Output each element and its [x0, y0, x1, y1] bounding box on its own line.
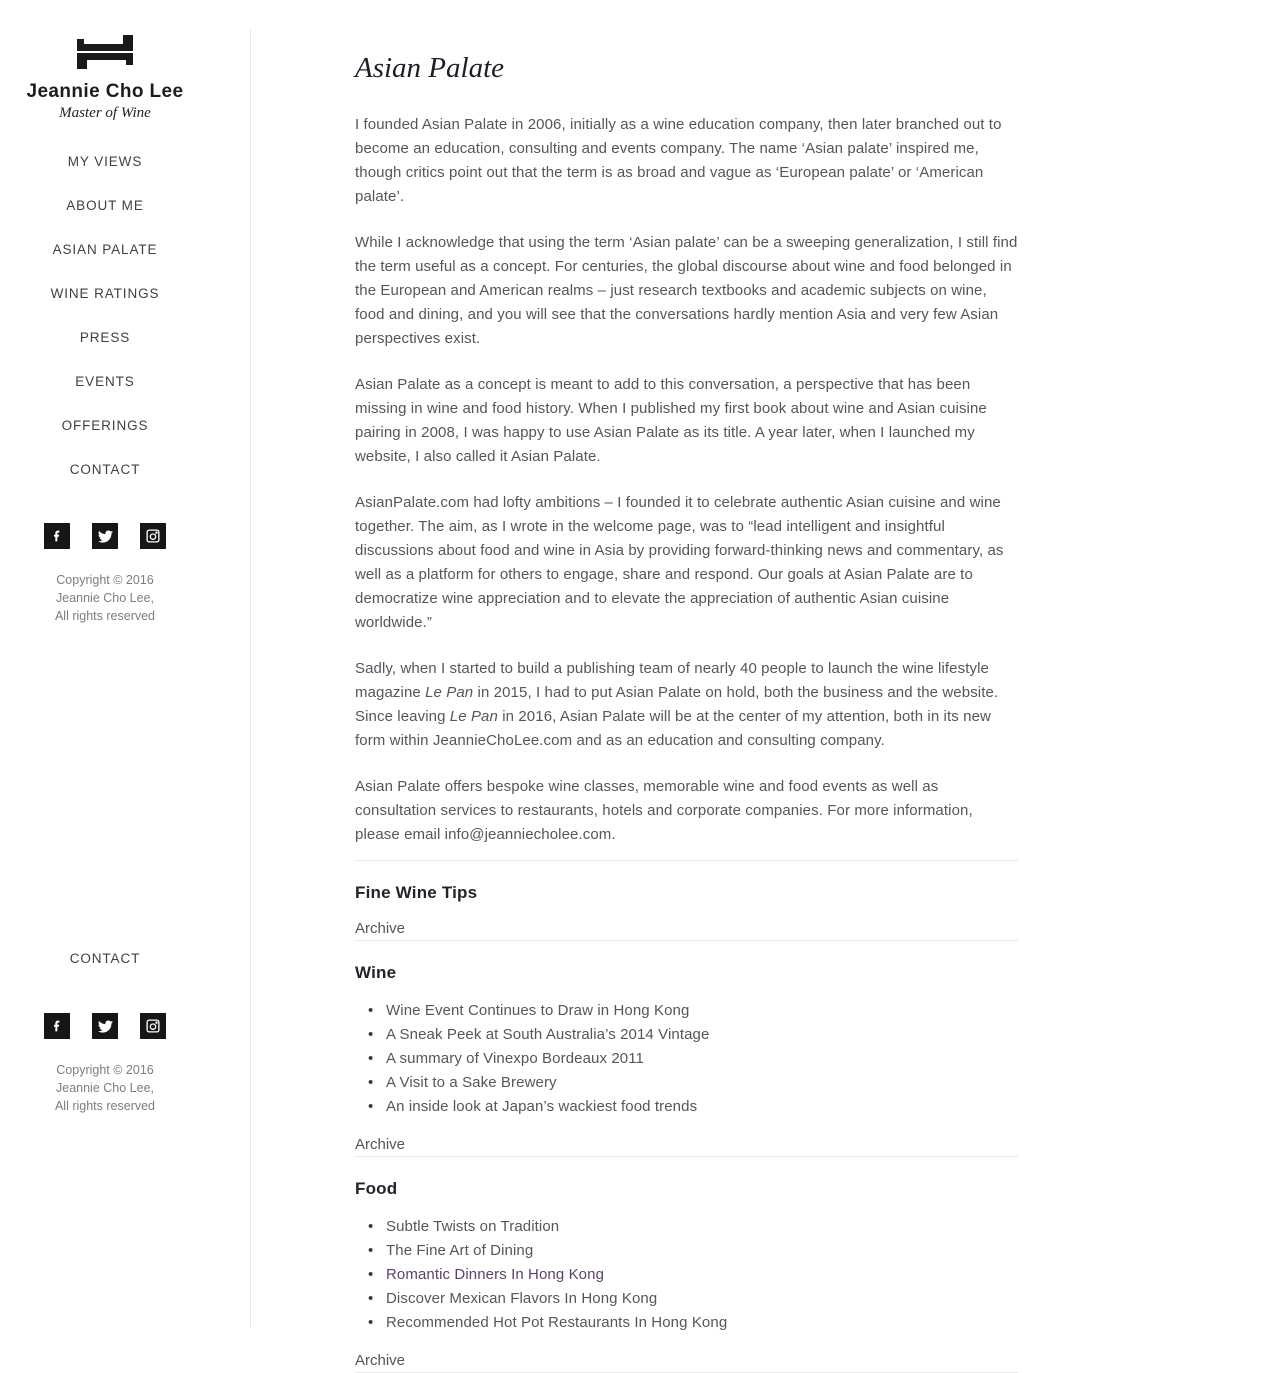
- copyright-line: All rights reserved: [54, 609, 156, 623]
- list-item: [355, 1263, 1018, 1287]
- post-link[interactable]: Wine Event Continues to Draw in Hong Kong: [386, 1002, 690, 1019]
- list-item: [355, 1215, 1018, 1239]
- body-paragraph: I founded Asian Palate in 2006, initially as a wine education company, then later branched out to become an education, consulting and events company. The name ‘Asian palate’ inspired me, though critics point out that the term is as broad and vague as ‘European palate’ or ‘American palate’.: [355, 116, 1002, 205]
- post-link[interactable]: Recommended Hot Pot Restaurants In Hong Kong: [386, 1314, 728, 1331]
- archive-link[interactable]: Archive: [355, 1352, 406, 1369]
- body-paragraph: AsianPalate.com had lofty ambitions – I founded it to celebrate authentic Asian cuisine and wine together. The aim, as I wrote in the welcome page, was to “lead intelligent and insightful discussions about food and wine in Asia by providing forward-thinking news and commentary, as well as a platform for others to engage, share and respond. Our goals at Asian Palate are to democratize wine appreciation and to elevate the appreciation of authentic Asian cuisine worldwide.”: [355, 494, 1004, 631]
- twitter-icon: [98, 529, 113, 544]
- copyright-line: Copyright © 2016: [56, 573, 154, 587]
- footer-social-row: [0, 1013, 210, 1039]
- list-item: [355, 1071, 1018, 1095]
- section-divider: [355, 860, 1018, 861]
- instagram-icon: [145, 528, 161, 544]
- nav-item-asian-palate[interactable]: ASIAN PALATE: [52, 242, 158, 257]
- nav-item-about-me[interactable]: ABOUT ME: [66, 198, 144, 213]
- archive-link[interactable]: Archive: [355, 1136, 406, 1153]
- facebook-link[interactable]: [44, 523, 70, 549]
- facebook-icon: [49, 1018, 65, 1034]
- post-link[interactable]: An inside look at Japan’s wackiest food trends: [386, 1098, 698, 1115]
- copyright-line: Jeannie Cho Lee,: [56, 591, 154, 605]
- body-paragraph: While I acknowledge that using the term ‘Asian palate’ can be a sweeping generalization, I still find the term useful as a concept. For centuries, the global discourse about wine and food belonged in the European and American realms – just research textbooks and academic subjects on wine, food and dining, and you will see that the conversations hardly mention Asia and very few Asian perspectives exist.: [355, 234, 1018, 347]
- facebook-icon: [49, 528, 65, 544]
- widget-heading-food: Food: [355, 1179, 398, 1198]
- list-item: [355, 1239, 1018, 1263]
- page-title: Asian Palate: [355, 52, 505, 84]
- brand-name: Jeannie Cho Lee: [26, 81, 184, 102]
- archive-link[interactable]: Archive: [355, 920, 406, 937]
- list-item: [355, 1023, 1018, 1047]
- copyright-line: All rights reserved: [54, 1099, 156, 1113]
- section-divider: [355, 940, 1018, 941]
- nav-item-contact[interactable]: CONTACT: [69, 462, 141, 477]
- footer-contact-link[interactable]: CONTACT: [69, 951, 141, 966]
- list-item: [355, 1287, 1018, 1311]
- post-link[interactable]: Subtle Twists on Tradition: [386, 1218, 560, 1235]
- post-link[interactable]: The Fine Art of Dining: [386, 1242, 534, 1259]
- wine-post-list: [355, 999, 1018, 1119]
- body-paragraph: Asian Palate as a concept is meant to add to this conversation, a perspective that has been missing in wine and food history. When I published my first book about wine and Asian cuisine pairing in 2008, I was happy to use Asian Palate as its title. A year later, when I launched my website, I also called it Asian Palate.: [355, 376, 987, 465]
- facebook-link[interactable]: [44, 1013, 70, 1039]
- brand-tagline: Master of Wine: [59, 105, 151, 121]
- social-row: [0, 523, 210, 549]
- copyright-line: Copyright © 2016: [56, 1063, 154, 1077]
- body-paragraph: Sadly, when I started to build a publishing team of nearly 40 people to launch the wine lifestyle magazine Le Pan in 2015, I had to put Asian Palate on hold, both the business and the website. Since leaving Le Pan in 2016, Asian Palate will be at the center of my attention, both in its new form within JeannieChoLee.com and as an education and consulting company.: [355, 660, 999, 749]
- copyright-line: Jeannie Cho Lee,: [56, 1081, 154, 1095]
- instagram-link[interactable]: [140, 1013, 166, 1039]
- list-item: [355, 1047, 1018, 1071]
- nav-item-events[interactable]: EVENTS: [75, 374, 135, 389]
- primary-nav: [0, 155, 210, 477]
- twitter-link[interactable]: [92, 523, 118, 549]
- sidebar-footer: [0, 952, 210, 1115]
- post-link[interactable]: A summary of Vinexpo Bordeaux 2011: [386, 1050, 644, 1067]
- sidebar-divider: [250, 30, 251, 1328]
- section-divider: [355, 1156, 1018, 1157]
- widget-heading-wine: Wine: [355, 963, 397, 982]
- instagram-link[interactable]: [140, 523, 166, 549]
- body-paragraph: Asian Palate offers bespoke wine classes, memorable wine and food events as well as consultation services to restaurants, hotels and corporate companies. For more information, please email info@jeanniecholee.com.: [355, 778, 973, 843]
- twitter-icon: [98, 1019, 113, 1034]
- copyright-notice: [0, 571, 210, 625]
- list-item: [355, 999, 1018, 1023]
- post-link[interactable]: Romantic Dinners In Hong Kong: [386, 1266, 605, 1283]
- list-item: [355, 1095, 1018, 1119]
- list-item: [355, 1311, 1018, 1335]
- nav-item-offerings[interactable]: OFFERINGS: [61, 418, 149, 433]
- post-link[interactable]: Discover Mexican Flavors In Hong Kong: [386, 1290, 658, 1307]
- nav-item-wine-ratings[interactable]: WINE RATINGS: [50, 286, 160, 301]
- brand-home-link[interactable]: [27, 32, 184, 122]
- post-link[interactable]: A Visit to a Sake Brewery: [386, 1074, 557, 1091]
- copyright-notice: [0, 1061, 210, 1115]
- nav-item-press[interactable]: PRESS: [79, 330, 131, 345]
- sidebar: [0, 0, 210, 1115]
- widget-heading-fine-wine-tips: Fine Wine Tips: [355, 883, 478, 902]
- main-content: [355, 0, 1018, 1373]
- nav-item-my-views[interactable]: MY VIEWS: [67, 154, 143, 169]
- instagram-icon: [145, 1018, 161, 1034]
- food-post-list: [355, 1215, 1018, 1335]
- twitter-link[interactable]: [92, 1013, 118, 1039]
- jcl-monogram-icon: [77, 32, 133, 72]
- post-link[interactable]: A Sneak Peek at South Australia’s 2014 Vintage: [386, 1026, 710, 1043]
